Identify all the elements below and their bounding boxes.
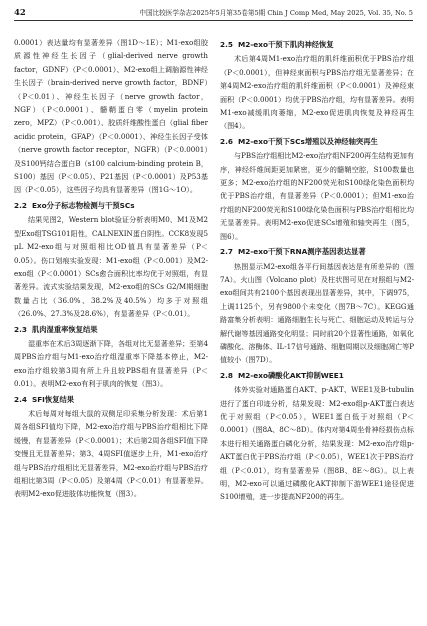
section-title: Exo分子标志物检测与干预SCs — [31, 200, 135, 210]
section-heading-2-8 — [220, 369, 414, 382]
section-2-3-paragraph: 湿重率在术后3周逐渐下降，各组对比无显著差异；至第4周PBS治疗组与M1-exo治疗组湿重率下降基本停止，M2-exo治疗组较第3周有所上升且较PBS组有显著差异（P＜0.01）。表明M2-exo有利于肌肉的恢复（图3）。 — [14, 338, 208, 389]
section-2-7-paragraph: 热图显示M2-exo组各平行间基因表达是有所差异的（图7A）。火山图（Volcano plot）及柱状图可见在对照组与M2-exo组间共有2100个基因表现出显著差异，其中，下调975，上调1125个，另有9800个未变化（图7B～7C）。KEGG通路富集分析表明：通路细胞生长与死亡、细胞运动及转运与分解代谢等基因通路变化明显；同时前20个显著性通路，如氧化磷酸化、溶酶体、IL-17信号通路、细胞周期以及细胞凋亡等P值较小（图7D）。 — [220, 261, 414, 365]
section-number: 2.5 — [220, 40, 233, 49]
section-number: 2.3 — [14, 324, 27, 334]
section-title: 肌肉湿重率恢复结果 — [31, 324, 98, 334]
section-2-2-paragraph: 结果见图2，Western blot验证分析表明M0、M1及M2型Exo组TSG101阳性，CALNEXIN蛋白阴性。CCK8发现5 μL M2-exo组与对照组相比OD值具有显著差异（P＜0.05）。伤口划痕实验发现：M1-exo组（P＜0.001）及M2-exo组（P＜0.0001）SCs愈合面积比率均优于对照组，有显著差异。流式实验结果发现，M2-exo组的SCs G2/M期细胞数量占比（36.0%、38.2%及40.5%）均多于对照组（26.0%、27.3%及28.6%），有显著差异（P＜0.01）。 — [14, 215, 208, 319]
section-heading-2-5 — [220, 38, 414, 51]
section-2-5-paragraph: 术后第4周M1-exo治疗组的肌纤维面积优于PBS治疗组（P＜0.0001），但神经束面积与PBS治疗组无显著差异；在第4周M2-exo治疗组的肌纤维面积（P＜0.0001）及神经束面积（P＜0.0001）均优于PBS治疗组，均有显著差异。表明M1-exo减缓肌肉萎缩，M2-exo促进肌肉恢复及神经再生（图4）。 — [220, 54, 414, 131]
section-title: M2-exo干预下SCs增殖以及神经轴突再生 — [237, 136, 378, 146]
right-column — [220, 36, 414, 504]
running-header — [14, 6, 413, 21]
section-number: 2.2 — [14, 200, 27, 210]
page-number: 42 — [14, 8, 26, 18]
section-heading-2-2 — [14, 199, 208, 212]
section-heading-2-7 — [220, 245, 414, 258]
section-number: 2.8 — [220, 370, 233, 380]
section-title: M2-exo磷酸化AKT抑制WEE1 — [237, 370, 344, 380]
section-2-6-paragraph: 与PBS治疗组相比M2-exo治疗组NF200再生结构更加有序，神经纤维间距更加紧密，更少的髓鞘空腔，S100数量也更多；M2-exo治疗组的NF200荧光和S100绿化染色面积均优于PBS治疗组，有显著差异（P＜0.0001）；但M1-exo治疗组的NF200荧光和S100绿化染色面积与PBS治疗组相比均无显著差异。表明M2-exo促进SCs增殖和轴突再生（图5，图6）。 — [220, 151, 414, 241]
left-column — [14, 36, 208, 501]
section-heading-2-3 — [14, 323, 208, 336]
section-heading-2-4 — [14, 393, 208, 406]
section-heading-2-6 — [220, 135, 414, 148]
journal-info: 中国比较医学杂志2025年5月第35卷第5期 Chin J Comp Med, May 2025, Vol. 35, No. 5 — [139, 9, 413, 17]
section-title: SFI恢复结果 — [31, 394, 75, 404]
section-2-8-paragraph: 体外实验对通路蛋白AKT、p-AKT、WEE1及B-tubulin进行了蛋白印迹分析，结果发现：M2-exo组p-AKT蛋白表达优于对照组（P＜0.05），WEE1蛋白低于对照组（P＜0.0001）（图8A、8C～8D）。体内对第4周坐骨神经损伤点标本进行相关通路蛋白磷化分析，结果发现：M2-exo治疗组p-AKT蛋白优于PBS治疗组（P＜0.05），WEE1次于PBS治疗组（P＜0.01），均有显著差异（图8B、8E～8G）。以上表明，M2-exo可以通过磷酸化AKT抑制下游WEE1途径促进S100增殖，进一步提高NF200的再生。 — [220, 385, 414, 502]
intro-paragraph: 0.0001）表达量均有显著差异（图1D～1E）；M1-exo组胶质源性神经生长因子（glial-derived nerve growth factor，GDNF）（P＜0.0001）、M2-exo组上调脑源性神经生长因子（brain-derived nerve growth factor，BDNF）（P＜0.01）、神经生长因子（nerve growth factor，NGF）（P＜0.0001）、髓鞘蛋白零（myelin protein zero，MPZ）（P＜0.001）、胶质纤维酸性蛋白（glial fiber acidic protein，GFAP）（P＜0.0001）、神经生长因子受体（nerve growth factor receptor，NGFR）（P＜0.0001）及S100钙结合蛋白B（s100 calcium-binding protein B，S100）基因（P＜0.05）、P21基因（P＜0.0001）及P53基因（P＜0.05），这些因子均具有显著差异（图1G～1O）。 — [14, 38, 208, 195]
section-title: M2-exo干预下肌肉神经恢复 — [237, 40, 334, 49]
section-number: 2.6 — [220, 136, 233, 146]
section-number: 2.7 — [220, 247, 233, 257]
section-number: 2.4 — [14, 394, 27, 404]
section-2-4-paragraph: 术后每周对每组大鼠的双侧足印采集分析发现：术后第1周各组SFI值均下降，M2-exo治疗组与PBS治疗组相比下降缓慢，有显著差异（P＜0.0001）；术后第2周各组SFI值下降变慢且无显著差异；第3、4周SFI值逐步上升，M1-exo治疗组与PBS治疗组相比无显著差异，M2-exo治疗组与PBS治疗组相比第3周（P＜0.05）及第4周（P＜0.01）有显著差异。表明M2-exo促进肢体功能恢复（图3）。 — [14, 408, 208, 499]
section-title: M2-exo干预下RNA测序基因表达显著 — [237, 247, 366, 257]
